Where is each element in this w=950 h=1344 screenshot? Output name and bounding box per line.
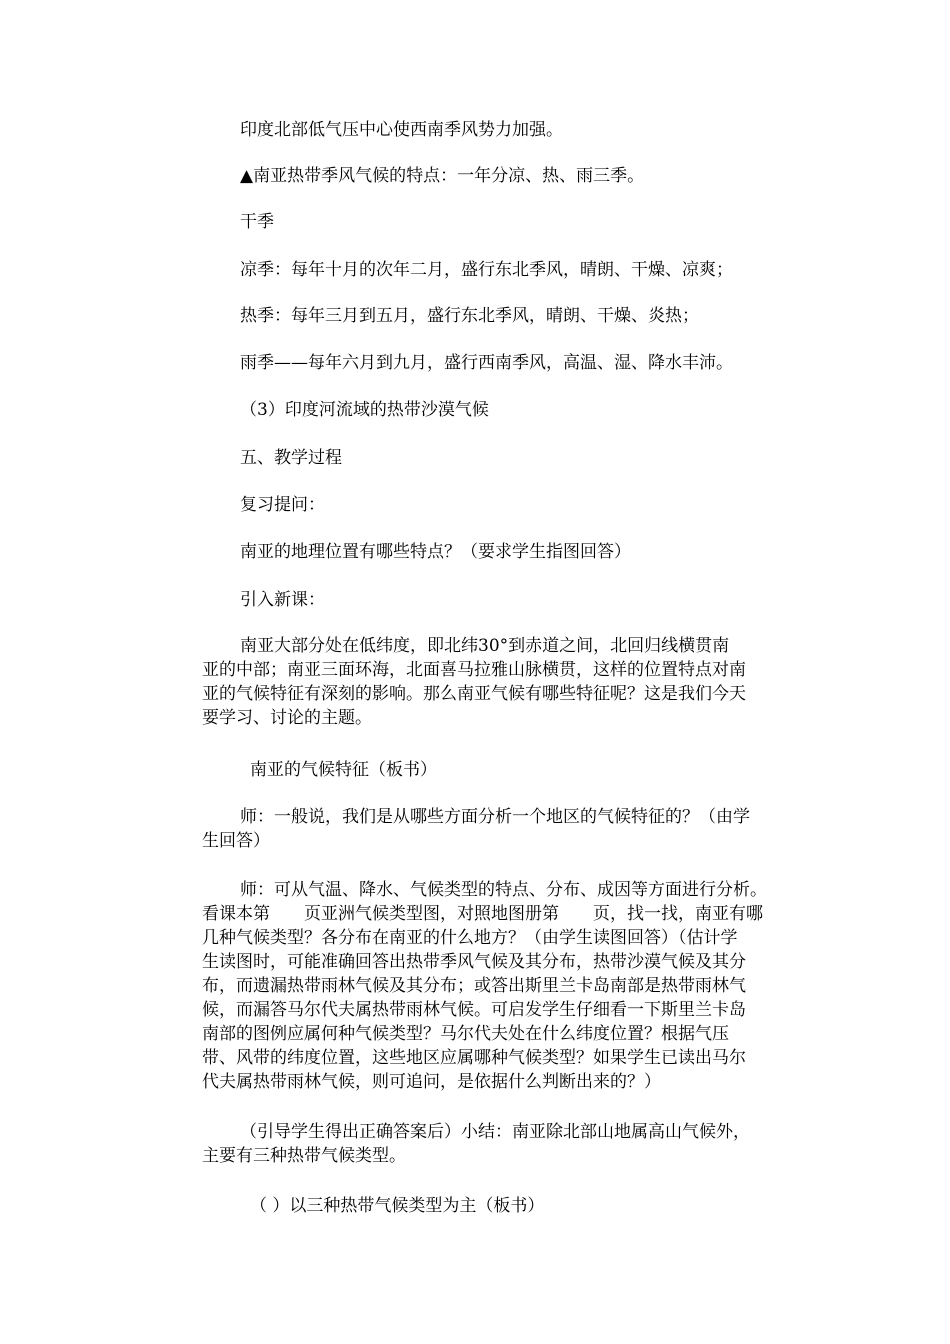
text-line: 引入新课： <box>240 590 325 610</box>
text-line: 复习提问： <box>240 495 325 515</box>
text-line: 热季：每年三月到五月，盛行东北季风，晴朗、干燥、炎热； <box>240 306 699 326</box>
text-line: 雨季——每年六月到九月，盛行西南季风，高温、湿、降水丰沛。 <box>240 353 733 373</box>
paragraph-teacher-question: 师：一般说，我们是从哪些方面分析一个地区的气候特征的？（由学 生回答） <box>202 807 750 851</box>
text-line: 南亚的地理位置有哪些特点？（要求学生指图回答） <box>240 542 631 562</box>
text-line: 干季 <box>240 212 274 232</box>
paragraph-summary: （引导学生得出正确答案后）小结：南亚除北部山地属高山气候外， 主要有三种热带气候类型。 <box>202 1122 750 1166</box>
text-line: （3）印度河流域的热带沙漠气候 <box>240 400 489 420</box>
section-heading: 五、教学过程 <box>240 448 342 468</box>
paragraph-teacher-analysis: 师：可从气温、降水、气候类型的特点、分布、成因等方面进行分析。 看课本第 页亚洲气候类型图，对照地图册第 页，找一找，南亚有哪 几种气候类型？各分布在南亚的什么地方？（由学生读图回答）（估计学 生读图时，可能准确回答出热带季风气候及其分布，热带沙漠气候及其分 布，而遗漏热带雨林气候及其分布；或答出斯里兰卡岛南部是热带雨林气 候，而漏答马尔代夫属热带雨林气候。可启发学生仔细看一下斯里兰卡岛 南部的图例应属何种气候类型？马尔代夫处在什么纬度位置？根据气压 带、风带的纬度位置，这些地区应属哪种气候类型？如果学生已读出马尔 代夫属热带雨林气候，则可追问，是依据什么判断出来的？） <box>202 880 767 1092</box>
text-line: 凉季：每年十月的次年二月，盛行东北季风，晴朗、干燥、凉爽； <box>240 260 733 280</box>
text-line: 印度北部低气压中心使西南季风势力加强。 <box>240 120 563 140</box>
text-line: ▲南亚热带季风气候的特点：一年分凉、热、雨三季。 <box>240 166 645 186</box>
paragraph-intro: 南亚大部分处在低纬度，即北纬30°到赤道之间，北回归线横贯南 亚的中部；南亚三面环海，北面喜马拉雅山脉横贯，这样的位置特点对南 亚的气候特征有深刻的影响。那么南亚气候有哪些特征呢？这是我们今天 要学习、讨论的主题。 <box>202 636 746 728</box>
board-heading: 南亚的气候特征（板书） <box>250 760 437 780</box>
board-heading: （ ）以三种热带气候类型为主（板书） <box>250 1196 545 1216</box>
